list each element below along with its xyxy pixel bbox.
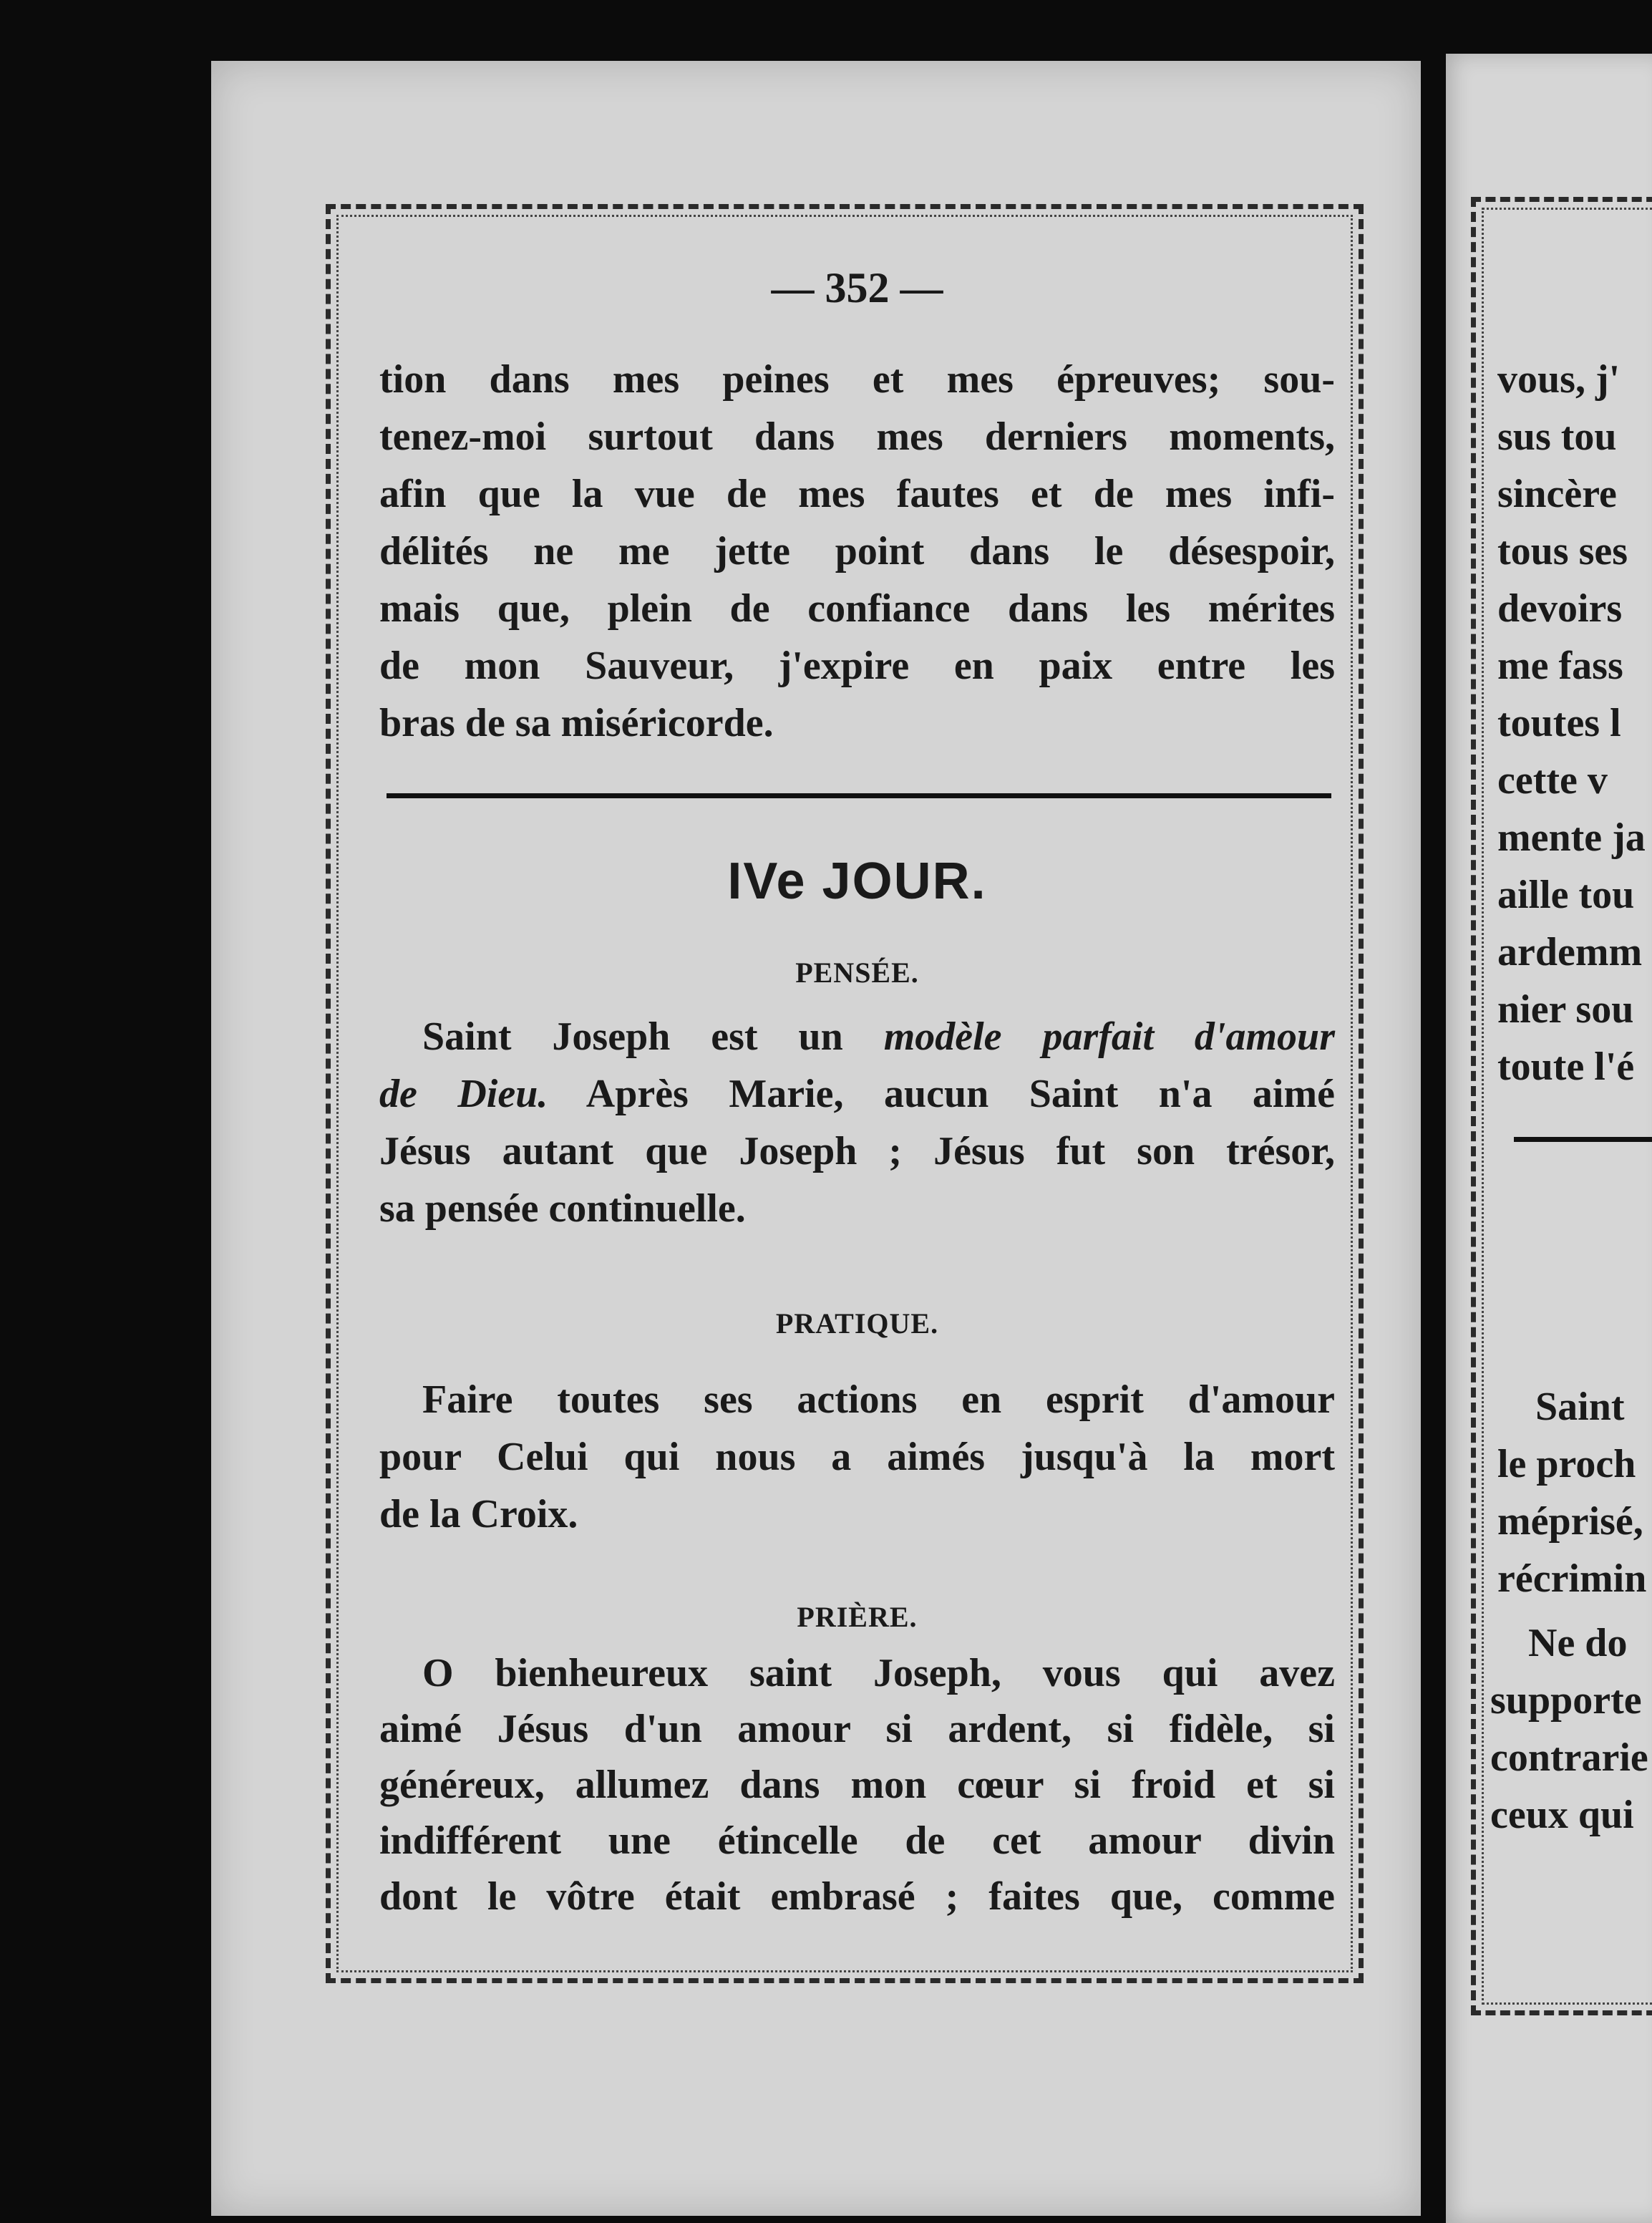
text-line: tion dans mes peines et mes épreuves; sou- — [379, 357, 1335, 402]
text-fragment: tous ses — [1497, 529, 1628, 573]
text-line: pour Celui qui nous a aimés jusqu'à la mort — [379, 1435, 1335, 1479]
text-fragment: toutes l — [1497, 701, 1621, 745]
text-fragment: contrarie — [1490, 1735, 1648, 1780]
text-line: afin que la vue de mes fautes et de mes infi- — [379, 472, 1335, 516]
priere-label: PRIÈRE. — [797, 1601, 918, 1633]
section-divider — [387, 793, 1331, 798]
right-page-text-bottom-start — [1528, 1614, 1652, 1672]
day-title: IVe JOUR. — [727, 853, 987, 910]
text-line: dont le vôtre était embrasé ; faites que, comme — [379, 1874, 1335, 1919]
text-fragment: sus tou — [1497, 415, 1617, 459]
pratique-label: PRATIQUE. — [775, 1307, 939, 1340]
pratique-paragraph — [379, 1371, 1335, 1543]
text-line: Faire toutes ses actions en esprit d'amour — [422, 1377, 1335, 1422]
page-number: — 352 — — [771, 264, 943, 311]
right-page-divider — [1514, 1137, 1652, 1142]
text-line: de mon Sauveur, j'expire en paix entre les — [379, 644, 1335, 688]
text-fragment: aille tou — [1497, 873, 1635, 917]
text-line: de Dieu. Après Marie, aucun Saint n'a aimé — [379, 1072, 1335, 1116]
text-fragment: devoirs — [1497, 586, 1623, 631]
text-line: tenez-moi surtout dans mes derniers moments, — [379, 415, 1335, 459]
text-fragment: récrimin — [1497, 1556, 1647, 1601]
text-fragment: ardemm — [1497, 930, 1643, 974]
text-line: aimé Jésus d'un amour si ardent, si fidèle, si — [379, 1707, 1335, 1751]
opening-paragraph — [379, 351, 1335, 752]
text-line: de la Croix. — [379, 1492, 578, 1536]
text-fragment: toute l'é — [1497, 1045, 1635, 1089]
text-fragment: mente ja — [1497, 815, 1646, 860]
text-line: indifférent une étincelle de cet amour divin — [379, 1818, 1335, 1863]
text-fragment: me fass — [1497, 644, 1623, 688]
text-fragment: méprisé, — [1497, 1499, 1643, 1544]
text-fragment: ceux qui — [1490, 1793, 1634, 1837]
pensee-label: PENSÉE. — [795, 956, 919, 989]
priere-paragraph — [379, 1589, 1335, 1924]
text-fragment: vous, j' — [1497, 357, 1621, 402]
text-fragment: sincère — [1497, 472, 1617, 516]
right-page-text-mid2 — [1497, 1435, 1652, 1607]
text-line: généreux, allumez dans mon cœur si froid et si — [379, 1763, 1335, 1807]
text-fragment: Ne do — [1528, 1621, 1628, 1665]
text-line: mais que, plein de confiance dans les mérites — [379, 586, 1335, 631]
text-line: délités ne me jette point dans le désespoir, — [379, 529, 1335, 573]
right-page-text-bottom — [1490, 1672, 1652, 1844]
text-line: O bienheureux saint Joseph, vous qui avez — [422, 1651, 1335, 1695]
text-line: bras de sa miséricorde. — [379, 701, 774, 745]
italic-phrase: de Dieu. — [379, 1072, 548, 1116]
right-page-text-top — [1497, 351, 1652, 1095]
right-page-text-mid — [1535, 1378, 1652, 1435]
text-fragment: le proch — [1497, 1442, 1636, 1486]
text-line: Jésus autant que Joseph ; Jésus fut son trésor, — [379, 1129, 1335, 1173]
pensee-paragraph — [379, 1008, 1335, 1237]
text-fragment: Saint — [1535, 1385, 1625, 1429]
text-fragment: supporte — [1490, 1678, 1642, 1723]
italic-phrase: modèle parfait d'amour — [883, 1014, 1335, 1059]
text-fragment: nier sou — [1497, 987, 1634, 1032]
text-line: sa pensée continuelle. — [379, 1186, 746, 1231]
text-line: Saint Joseph est un modèle parfait d'amour — [422, 1014, 1335, 1059]
text-fragment: cette v — [1497, 758, 1608, 803]
